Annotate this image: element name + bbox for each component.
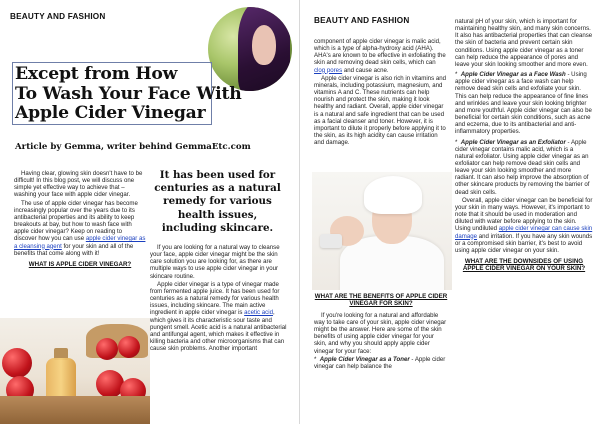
bullet-item: * Apple Cider Vinegar as a Face Wash - Using apple cider vinegar as a face wash can help remove dead skin cells and exfoliate your skin. This can help reduce the appearance of fine lines and wrinkles and leave your skin looking brighter and more youthful. Apple cider vinegar can also be beneficial for certain skin conditions, such as acne and eczema, due to its antibacterial and anti-inflammatory properties. [455, 71, 592, 136]
section-label: BEAUTY AND FASHION [314, 16, 410, 25]
paragraph: Apple cider vinegar is also rich in vitamins and minerals, including potassium, magnesium, and vitamins A and C. These nutrients can help nourish and protect the skin, making it look healthy and radiant. Overall, apple cider vinegar is a natural and safe ingredient that can be used as a facial cleanser and toner. However, it is important to dilute it properly before applying it to the skin, as its high acidity can cause irritation and damage. [314, 74, 446, 147]
left-column [14, 170, 146, 268]
paragraph: The use of apple cider vinegar has become increasingly popular over the years due to its antibacterial properties and its ability to keep breakouts at bay, but how to wash face with apple cider vinegar? Keep on reading to discover how you can use apple cider vinegar as a cleansing agent for your skin and all of the benefits that come along with it! [14, 199, 146, 257]
acetic-acid-link[interactable]: acetic acid [244, 309, 273, 317]
article-title [15, 65, 255, 124]
byline: Article by Gemma, writer behind GemmaEtc.com [15, 142, 251, 152]
woman-skincare-photo [312, 172, 452, 290]
paragraph: natural pH of your skin, which is important for maintaining healthy skin, and many skin concerns. It also has antibacterial properties that can cleanse the skin of bacteria and prevent certain skin conditions. Using apple cider vinegar as a toner can help reduce the appearance of pores and leave your skin looking smoother and more even. [455, 18, 593, 68]
section-subhead: WHAT IS APPLE CIDER VINEGAR? [28, 260, 132, 268]
pull-quote: It has been used for centuries as a natural remedy for various health issues, including skincare. [154, 169, 281, 234]
right-page-left-column-top [314, 38, 448, 147]
section-subhead: WHAT ARE THE DOWNSIDES OF USING APPLE CIDER VINEGAR ON YOUR SKIN? [462, 258, 586, 273]
title-line: To Wash Your Face With [15, 83, 242, 104]
bullet-item: * Apple Cider Vinegar as an Exfoliator - Apple cider vinegar contains malic acid, which is a natural exfoliator. Using apple cider vinegar as an exfoliator can help remove dead skin cells and leave your skin looking smoother and more radiant. It can also help improve the absorption of other skincare products by removing the barrier of dead skin cells. [455, 138, 590, 196]
apple-cider-vinegar-photo [0, 318, 150, 424]
right-page-right-column [455, 18, 593, 273]
paragraph: If you're looking for a natural and affordable way to take care of your skin, apple cider vinegar might be the answer. Here are some of the skin benefits of using apple cider vinegar for your skin, and why you should apply apple cider vinegar for your face: [314, 311, 447, 355]
title-line: Apple Cider Vinegar [15, 103, 206, 124]
bullet-item: * Apple Cider Vinegar as a Toner - Apple cider vinegar can help balance the [314, 355, 446, 370]
section-label: BEAUTY AND FASHION [10, 12, 106, 21]
paragraph: If you are looking for a natural way to cleanse your face, apple cider vinegar might be the skin care solution you are looking for, as there are multiple ways to use apple cider vinegar in your skincare routine. [150, 244, 280, 280]
paragraph: Apple cider vinegar is a type of vinegar made from fermented apple juice. It has been used for centuries as a natural remedy for various health issues, including skincare. The main active ingredient in apple cider vinegar is acetic acid, which gives it its characteristic sour taste and pungent smell. Acetic acid is a natural antibacterial and antifungal agent, which makes it effective in killing bacteria and other microorganisms that can cause skin problems. Another important [150, 280, 287, 353]
skin-damage-link[interactable]: apple cider vinegar can cause skin damage [455, 225, 593, 240]
right-column [150, 244, 290, 353]
section-subhead: WHAT ARE THE BENEFITS OF APPLE CIDER VINEGAR FOR SKIN? [314, 293, 448, 308]
right-page-left-column-bottom [314, 293, 448, 371]
paragraph: component of apple cider vinegar is malic acid, which is a type of alpha-hydroxy acid (AHA). AHA's are known to be effective in exfoliating the skin and removing dead skin cells, which can clog pores and cause acne. [314, 38, 446, 74]
title-line: Except from How [15, 64, 178, 84]
clog-pores-link[interactable]: clog pores [314, 66, 343, 74]
cleansing-agent-link[interactable]: apple cider vinegar as a cleansing agent [14, 235, 146, 250]
paragraph: Having clear, glowing skin doesn't have to be difficult! In this blog post, we will discuss one simple yet effective way to achieve that – washing your face with apple cider vinegar. [14, 170, 143, 199]
paragraph: Overall, apple cider vinegar can be beneficial for your skin in many ways. However, it's important to note that it should be used in moderation and diluted with water before applying to the skin. Using undiluted apple cider vinegar can cause skin damage and irritation. If you have any skin wounds or a compromised skin barrier, it's best to avoid using apple cider vinegar on your skin. [455, 196, 593, 254]
